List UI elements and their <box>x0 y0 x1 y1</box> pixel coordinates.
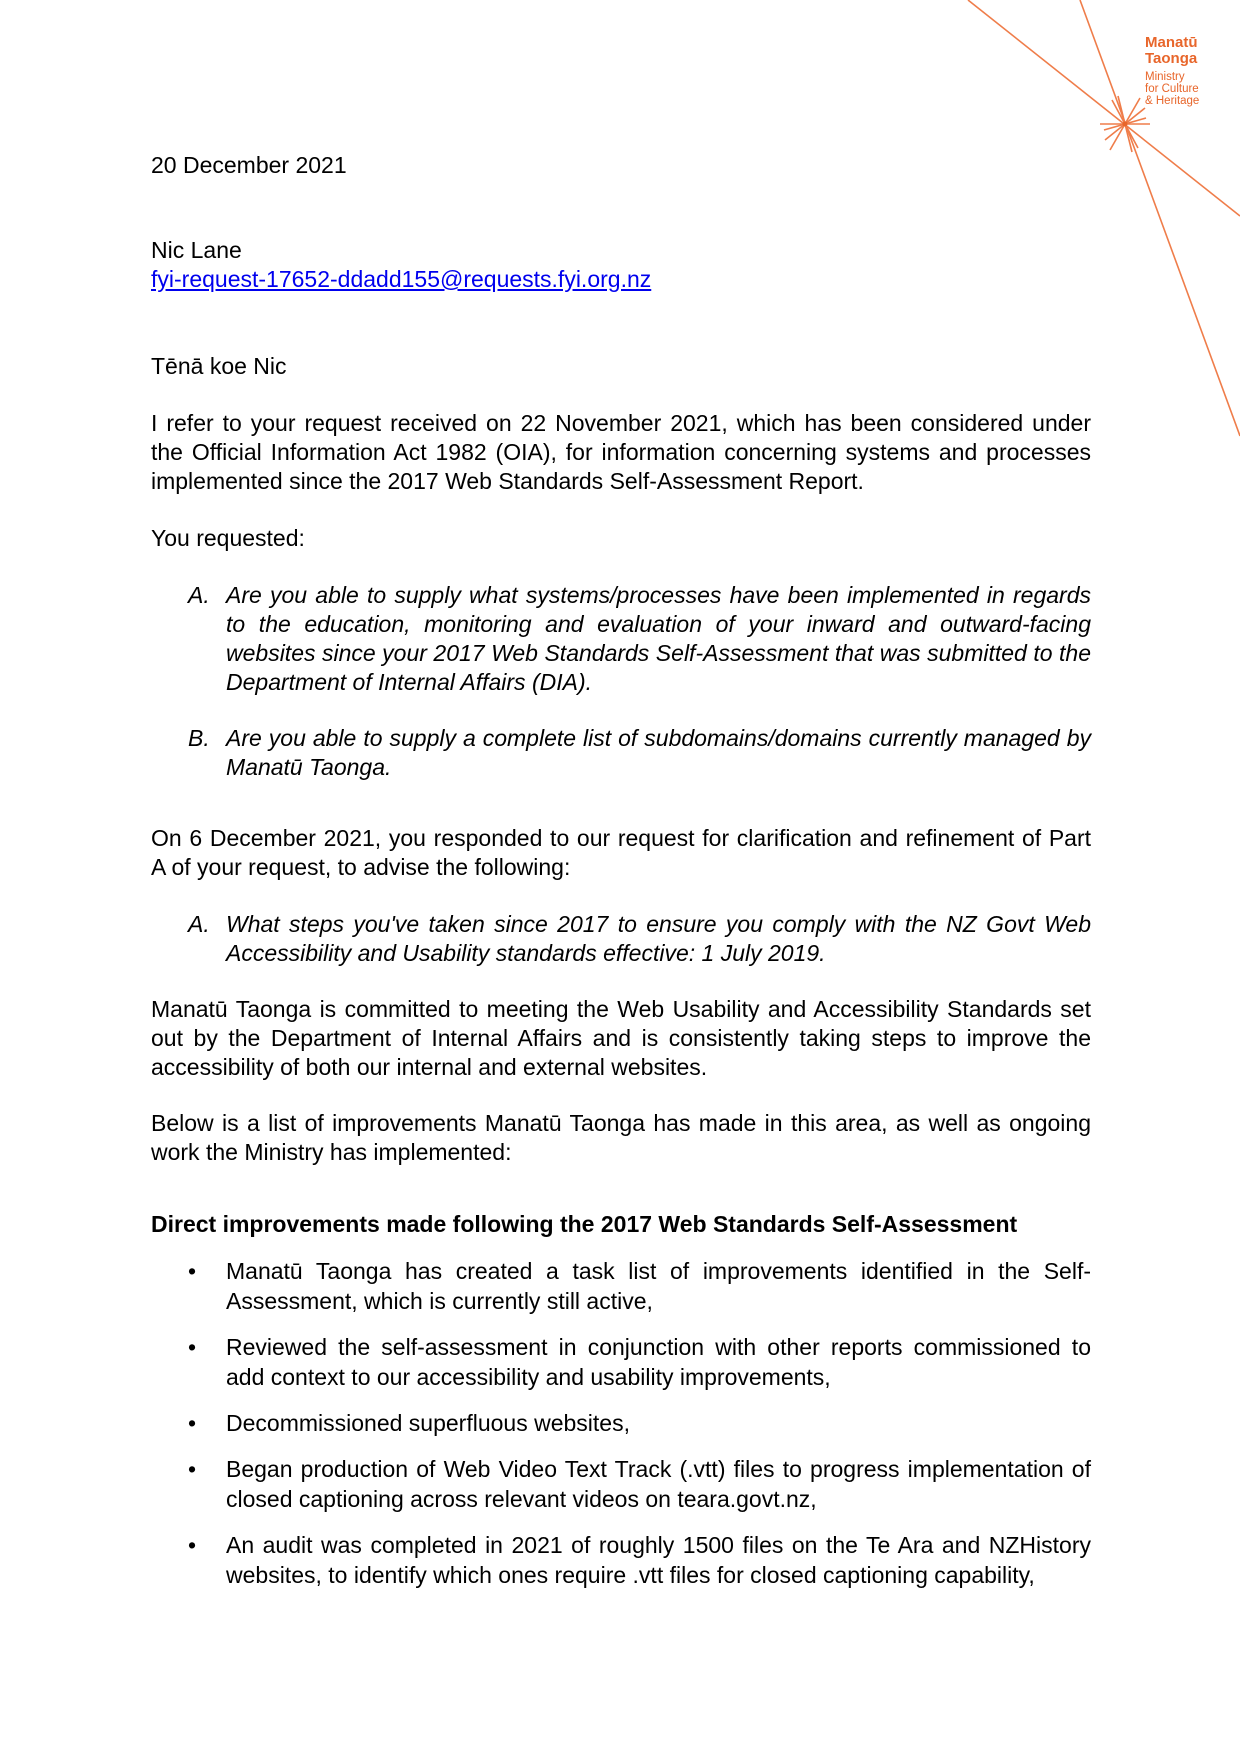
logo-sub-line1: Ministry <box>1145 71 1185 83</box>
request-label: A. <box>188 582 210 608</box>
bullet-icon: • <box>188 1456 197 1482</box>
section-heading: Direct improvements made following the 2017 Web Standards Self-Assessment <box>151 1211 1018 1237</box>
logo-name-line1: Manatū <box>1145 34 1198 51</box>
letter-date: 20 December 2021 <box>151 152 347 178</box>
request-text: Are you able to supply what systems/processes have been implemented in regards to the education, monitoring and evaluation of your inward and outward-facing websites since your 2017 Web Standards Self-Assessment that was submitted to the Department of Internal Affairs (DIA). <box>226 582 1091 695</box>
refined-request-item <box>188 910 1091 968</box>
intro-paragraph: I refer to your request received on 22 November 2021, which has been considered under the Official Information Act 1982 (OIA), for information concerning systems and processes implemented since the 2017 Web Standards Self-Assessment Report. <box>151 410 1091 494</box>
you-requested-label: You requested: <box>151 525 305 551</box>
improvement-text: Decommissioned superfluous websites, <box>226 1410 630 1436</box>
improvement-text: An audit was completed in 2021 of roughly 1500 files on the Te Ara and NZHistory websites, to identify which ones require .vtt files for closed captioning capability, <box>226 1532 1091 1588</box>
bullet-icon: • <box>188 1410 197 1436</box>
improvement-item <box>188 1530 1091 1590</box>
improvement-item <box>188 1454 1091 1514</box>
improvement-text: Reviewed the self-assessment in conjunction with other reports commissioned to add context to our accessibility and usability improvements, <box>226 1334 1091 1390</box>
request-item-a <box>188 581 1091 697</box>
recipient-name: Nic Lane <box>151 237 242 263</box>
improvement-item <box>188 1332 1091 1392</box>
logo-sub-line3: & Heritage <box>1145 95 1200 107</box>
request-item-b <box>188 724 1091 782</box>
request-label: B. <box>188 725 210 751</box>
bullet-icon: • <box>188 1334 197 1360</box>
improvement-item <box>188 1408 1091 1438</box>
improvement-text: Manatū Taonga has created a task list of improvements identified in the Self-Assessment, which is currently still active, <box>226 1258 1091 1314</box>
logo-sub-line2: for Culture <box>1145 83 1199 95</box>
recipient-email-link[interactable]: fyi-request-17652-ddadd155@requests.fyi.org.nz <box>151 266 652 292</box>
clarification-paragraph: On 6 December 2021, you responded to our request for clarification and refinement of Part A of your request, to advise the following: <box>151 825 1091 880</box>
bullet-icon: • <box>188 1258 197 1284</box>
logo-name-line2: Taonga <box>1145 50 1198 67</box>
bullet-icon: • <box>188 1532 197 1558</box>
commitment-paragraph: Manatū Taonga is committed to meeting the Web Usability and Accessibility Standards set out by the Department of Internal Affairs and is consistently taking steps to improve the accessibility of both our internal and external websites. <box>151 996 1091 1080</box>
improvement-text: Began production of Web Video Text Track (.vtt) files to progress implementation of closed captioning across relevant videos on teara.govt.nz, <box>226 1456 1091 1512</box>
list-intro-paragraph: Below is a list of improvements Manatū Taonga has made in this area, as well as ongoing work the Ministry has implemented: <box>151 1110 1091 1165</box>
logo-starburst-graphic <box>0 0 1240 460</box>
recipient-email-line <box>151 265 1091 294</box>
request-text: What steps you've taken since 2017 to ensure you comply with the NZ Govt Web Accessibility and Usability standards effective: 1 July 2019. <box>226 911 1091 966</box>
improvement-item <box>188 1256 1091 1316</box>
ministry-logo <box>1145 35 1199 107</box>
request-label: A. <box>188 911 210 937</box>
greeting: Tēnā koe Nic <box>151 353 287 379</box>
request-text: Are you able to supply a complete list of subdomains/domains currently managed by Manatū Taonga. <box>226 725 1091 780</box>
